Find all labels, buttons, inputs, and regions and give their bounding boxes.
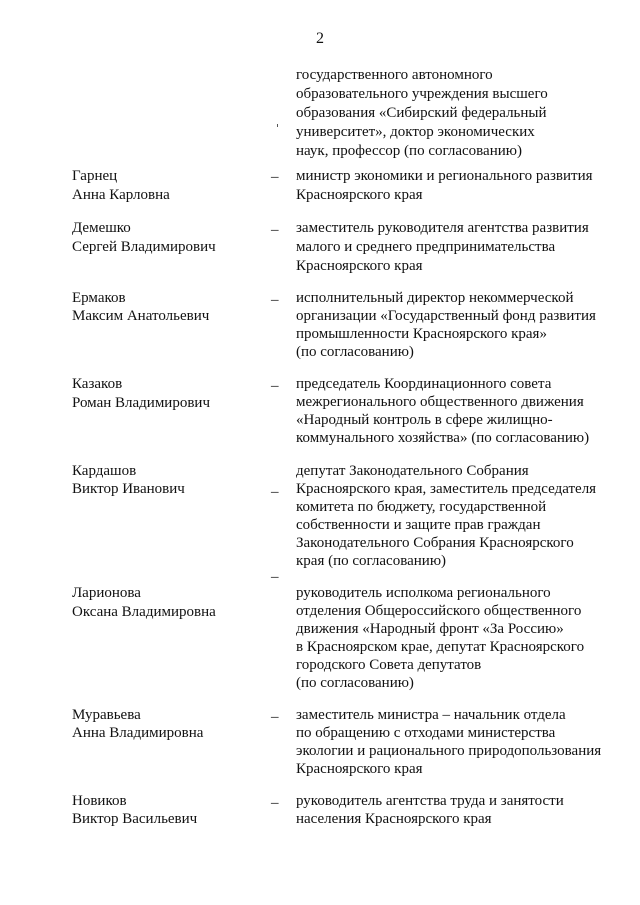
member-given-names: Виктор Иванович [72, 481, 185, 497]
page-number: 2 [316, 30, 324, 47]
member-position-line: руководитель исполкома регионального [296, 585, 551, 601]
member-given-names: Роман Владимирович [72, 395, 210, 411]
member-surname: Гарнец [72, 168, 118, 184]
member-position-line: населения Красноярского края [296, 811, 492, 827]
dash-separator: – [271, 795, 279, 811]
member-position-line: Красноярского края [296, 761, 423, 777]
member-surname: Кардашов [72, 463, 137, 479]
member-position-line: председатель Координационного совета [296, 376, 552, 392]
intro-line: государственного автономного [296, 67, 493, 83]
member-surname: Новиков [72, 793, 127, 809]
member-position-line: коммунального хозяйства» (по согласованию) [296, 430, 590, 446]
member-position-line: «Народный контроль в сфере жилищно- [296, 412, 553, 428]
member-given-names: Максим Анатольевич [72, 308, 210, 324]
member-position-line: (по согласованию) [296, 344, 414, 360]
member-position-line: в Красноярском крае, депутат Красноярского [296, 639, 585, 655]
member-position-line: движения «Народный фронт «За Россию» [296, 621, 564, 637]
member-given-names: Сергей Владимирович [72, 239, 216, 255]
intro-line: университет», доктор экономических [296, 124, 535, 140]
member-position-line: промышленности Красноярского края» [296, 326, 547, 342]
member-position-line: экологии и рационального природопользования [296, 743, 602, 759]
member-position-line: городского Совета депутатов [296, 657, 482, 673]
intro-line: наук, профессор (по согласованию) [296, 143, 522, 159]
dash-separator: – [271, 292, 279, 308]
member-position-line: заместитель министра – начальник отдела [296, 707, 566, 723]
member-position-line: Красноярского края, заместитель председателя [296, 481, 597, 497]
member-position-line: Красноярского края [296, 258, 423, 274]
member-position-line: депутат Законодательного Собрания [296, 463, 529, 479]
member-given-names: Анна Владимировна [72, 725, 204, 741]
member-position-line: (по согласованию) [296, 675, 414, 691]
member-position-line: малого и среднего предпринимательства [296, 239, 556, 255]
dash-separator: – [271, 569, 279, 585]
member-position-line: комитета по бюджету, государственной [296, 499, 547, 515]
dash-separator: – [271, 222, 279, 238]
member-surname: Казаков [72, 376, 123, 392]
member-position-line: собственности и защите прав граждан [296, 517, 541, 533]
dash-separator: – [271, 484, 279, 500]
member-given-names: Оксана Владимировна [72, 604, 216, 620]
member-position-line: межрегионального общественного движения [296, 394, 584, 410]
member-position-line: организации «Государственный фонд развития [296, 308, 596, 324]
member-surname: Муравьева [72, 707, 141, 723]
member-position-line: отделения Общероссийского общественного [296, 603, 582, 619]
member-position-line: края (по согласованию) [296, 553, 447, 569]
member-position-line: руководитель агентства труда и занятости [296, 793, 564, 809]
intro-line: образовательного учреждения высшего [296, 86, 548, 102]
member-position-line: заместитель руководителя агентства развития [296, 220, 589, 236]
dash-separator: – [271, 169, 279, 185]
member-position-line: по обращению с отходами министерства [296, 725, 556, 741]
member-surname: Демешко [72, 220, 131, 236]
member-surname: Ларионова [72, 585, 141, 601]
member-position-line: Законодательного Собрания Красноярского [296, 535, 574, 551]
dash-separator: – [271, 709, 279, 725]
member-position-line: Красноярского края [296, 187, 423, 203]
member-position-line: министр экономики и регионального развития [296, 168, 593, 184]
member-given-names: Виктор Васильевич [72, 811, 198, 827]
member-position-line: исполнительный директор некоммерческой [296, 290, 574, 306]
member-given-names: Анна Карловна [72, 187, 170, 203]
intro-line: образования «Сибирский федеральный [296, 105, 547, 121]
member-surname: Ермаков [72, 290, 126, 306]
dash-separator: – [271, 378, 279, 394]
margin-tick [277, 124, 278, 127]
